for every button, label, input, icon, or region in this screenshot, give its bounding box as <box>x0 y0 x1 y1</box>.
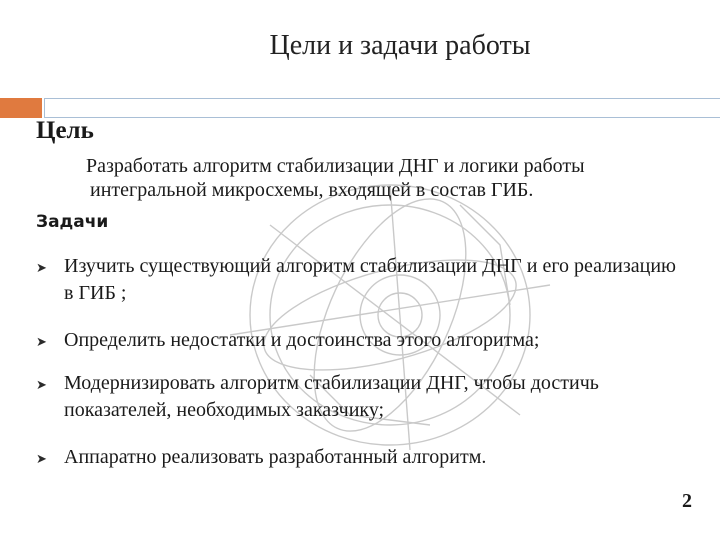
task-item <box>36 444 676 471</box>
goal-text <box>86 154 706 202</box>
task-item <box>36 327 676 354</box>
task-text: Аппаратно реализовать разработанный алгоритм. <box>64 446 487 468</box>
arrow-bullet-icon: ➤ <box>36 452 47 467</box>
arrow-bullet-icon: ➤ <box>36 261 47 276</box>
task-text: Изучить существующий алгоритм стабилизации ДНГ и его реализацию в ГИБ ; <box>64 255 677 304</box>
arrow-bullet-icon: ➤ <box>36 378 47 393</box>
slide-title: Цели и задачи работы <box>269 30 531 61</box>
task-text: Модернизировать алгоритм стабилизации ДНГ, чтобы достичь показателей, необходимых заказчику; <box>64 372 599 421</box>
arrow-bullet-icon: ➤ <box>36 335 47 350</box>
goal-heading: Цель <box>36 117 94 144</box>
accent-block <box>0 98 42 118</box>
page-number: 2 <box>682 490 692 512</box>
header-rule <box>44 98 720 118</box>
goal-text-line2: интегральной микросхемы, входящей в состав ГИБ. <box>90 179 534 201</box>
task-text: Определить недостатки и достоинства этого алгоритма; <box>64 329 540 351</box>
goal-text-line1: Разработать алгоритм стабилизации ДНГ и логики работы <box>86 155 585 177</box>
task-item <box>36 253 676 307</box>
tasks-heading: Задачи <box>36 212 109 232</box>
task-item <box>36 370 676 424</box>
